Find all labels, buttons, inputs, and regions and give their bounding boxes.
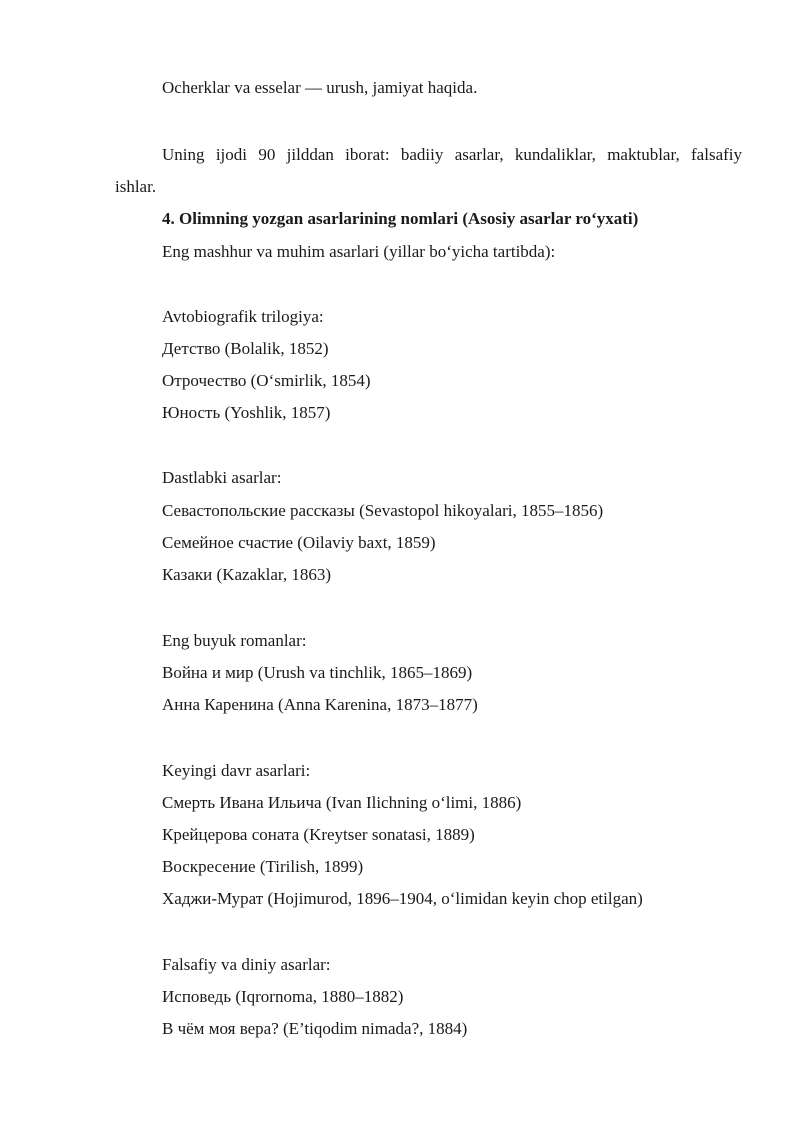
essays-line: Ocherklar va esselar — urush, jamiyat haqida.	[162, 78, 478, 97]
group-title: Dastlabki asarlar:	[162, 468, 282, 487]
section-subtitle: Eng mashhur va muhim asarlari (yillar bo‘yicha tartibda):	[162, 242, 556, 261]
group-title: Eng buyuk romanlar:	[162, 631, 307, 650]
work-item: Анна Каренина (Anna Karenina, 1873–1877)	[162, 695, 478, 714]
work-item: Семейное счастие (Oilaviy baxt, 1859)	[162, 533, 436, 552]
work-item: Война и мир (Urush va tinchlik, 1865–1869)	[162, 663, 473, 682]
group-title: Keyingi davr asarlari:	[162, 761, 311, 780]
works-paragraph-line-1: Uning ijodi 90 jilddan iborat: badiiy asarlar, kundaliklar, maktublar, falsafiy	[162, 145, 742, 164]
work-item: Отрочество (O‘smirlik, 1854)	[162, 371, 371, 390]
work-item: Детство (Bolalik, 1852)	[162, 339, 329, 358]
work-item: Исповедь (Iqrornoma, 1880–1882)	[162, 987, 404, 1006]
section-heading: 4. Olimning yozgan asarlarining nomlari (Asosiy asarlar ro‘yxati)	[162, 209, 639, 228]
work-item: Воскресение (Tirilish, 1899)	[162, 857, 364, 876]
work-item: Крейцерова соната (Kreytser sonatasi, 1889)	[162, 825, 475, 844]
work-item: В чём моя вера? (E’tiqodim nimada?, 1884)	[162, 1019, 468, 1038]
work-item: Хаджи-Мурат (Hojimurod, 1896–1904, o‘limidan keyin chop etilgan)	[162, 889, 643, 908]
work-item: Казаки (Kazaklar, 1863)	[162, 565, 332, 584]
group-title: Avtobiografik trilogiya:	[162, 307, 324, 326]
work-item: Смерть Ивана Ильича (Ivan Ilichning o‘limi, 1886)	[162, 793, 522, 812]
work-item: Юность (Yoshlik, 1857)	[162, 403, 331, 422]
group-title: Falsafiy va diniy asarlar:	[162, 955, 331, 974]
works-paragraph-line-2: ishlar.	[115, 177, 157, 196]
work-item: Севастопольские рассказы (Sevastopol hikoyalari, 1855–1856)	[162, 501, 604, 520]
